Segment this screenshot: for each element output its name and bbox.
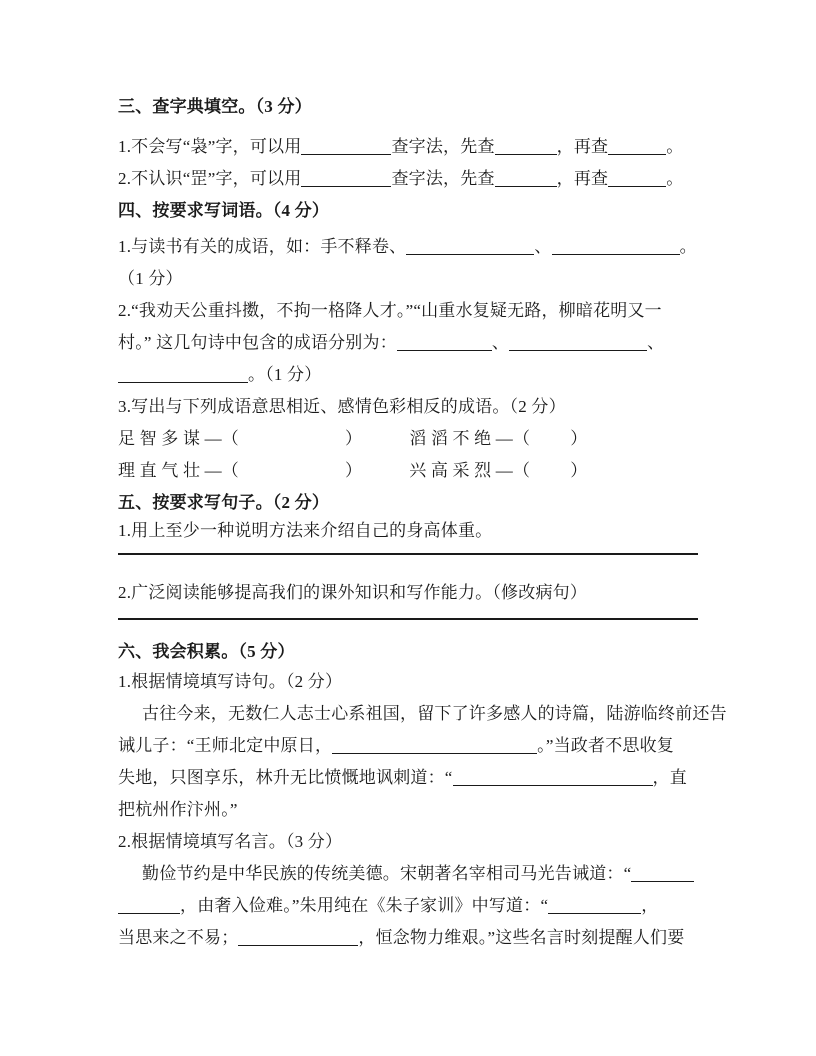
text-run: 2.广泛阅读能够提高我们的课外知识和写作能力。（修改病句） <box>118 583 588 602</box>
fill-in-blank <box>397 346 492 351</box>
exam-line <box>118 731 700 763</box>
exam-line <box>118 456 700 488</box>
text-run: 2.不认识“罡”字，可以用 <box>118 169 302 188</box>
text-run: ） <box>345 461 363 480</box>
exam-line <box>118 578 700 610</box>
spacing-gap <box>362 443 409 444</box>
text-run: （1 分） <box>118 269 183 288</box>
text-run: 查字法，先查 <box>391 137 495 156</box>
text-run: 村。” 这几句诗中包含的成语分别为： <box>118 333 397 352</box>
exam-line <box>118 328 700 360</box>
exam-line <box>118 296 700 328</box>
section-heading <box>118 92 700 132</box>
exam-line <box>118 164 700 196</box>
text-run: ） <box>345 429 363 448</box>
exam-line <box>118 795 700 827</box>
exam-line <box>118 360 700 392</box>
text-run: ） <box>570 461 588 480</box>
text-run: 1.不会写“袅”字，可以用 <box>118 137 302 156</box>
exam-line <box>118 667 700 699</box>
fill-in-blank <box>406 250 534 255</box>
text-run: 当思来之不易； <box>118 928 239 947</box>
text-run: 2.“我劝天公重抖擞，不拘一格降人才。”“山重水复疑无路，柳暗花明又一 <box>118 301 662 320</box>
text-run: ） <box>570 429 588 448</box>
text-run: 滔 滔 不 绝 —（ <box>409 429 531 448</box>
spacing-gap <box>530 443 570 444</box>
text-run: 古往今来，无数仁人志士心系祖国，留下了许多感人的诗篇，陆游临终前还告 <box>142 704 727 723</box>
text-run: 理 直 气 壮 —（ <box>118 461 239 480</box>
text-run: 、 <box>534 237 552 256</box>
exam-line <box>118 516 700 548</box>
text-run: 足 智 多 谋 —（ <box>118 429 239 448</box>
fill-in-blank <box>118 909 180 914</box>
exam-line <box>118 827 700 859</box>
fill-in-blank <box>608 150 666 155</box>
text-run: 三、查字典填空。（3 分） <box>118 97 312 116</box>
text-run: 。”当政者不思收复 <box>537 736 675 755</box>
exam-line <box>118 132 700 164</box>
text-run: ，再查 <box>556 137 609 156</box>
section-heading <box>118 488 700 516</box>
fill-in-blank <box>118 378 248 383</box>
text-run: 失地，只图享乐，林升无比愤慨地讽刺道：“ <box>118 768 453 787</box>
text-run: ，直 <box>652 768 687 787</box>
exam-line <box>118 392 700 424</box>
section-heading <box>118 637 700 667</box>
text-run: 1.根据情境填写诗句。（2 分） <box>118 672 343 691</box>
fill-in-blank <box>495 182 557 187</box>
answer-line <box>118 553 698 555</box>
fill-in-blank <box>548 909 641 914</box>
fill-in-blank <box>301 150 391 155</box>
section-heading <box>118 196 700 232</box>
fill-in-blank <box>332 749 537 754</box>
text-run: 。 <box>679 237 697 256</box>
text-run: ，由奢入俭难。”朱用纯在《朱子家训》中写道：“ <box>180 896 549 915</box>
text-run: 1.与读书有关的成语，如：手不释卷、 <box>118 237 407 256</box>
text-run: 兴 高 采 烈 —（ <box>409 461 531 480</box>
text-run: ，恒念物力维艰。”这些名言时刻提醒人们要 <box>358 928 685 947</box>
text-run: 1.用上至少一种说明方法来介绍自己的身高体重。 <box>118 521 493 540</box>
fill-in-blank <box>509 346 647 351</box>
text-run: 2.根据情境填写名言。（3 分） <box>118 832 343 851</box>
text-run: 。 <box>666 137 684 156</box>
answer-line <box>118 618 698 620</box>
exam-line <box>118 891 700 923</box>
text-run: 。（1 分） <box>248 365 322 384</box>
text-run: ，再查 <box>556 169 609 188</box>
exam-line <box>118 923 700 955</box>
fill-in-blank <box>495 150 557 155</box>
spacing-gap <box>239 475 345 476</box>
text-run: 3.写出与下列成语意思相近、感情色彩相反的成语。（2 分） <box>118 397 566 416</box>
text-run: 四、按要求写词语。（4 分） <box>118 201 330 220</box>
exam-line <box>118 424 700 456</box>
text-run: 诫儿子：“王师北定中原日， <box>118 736 333 755</box>
fill-in-blank <box>238 941 358 946</box>
spacing-gap <box>362 475 409 476</box>
text-run: 六、我会积累。（5 分） <box>118 642 295 661</box>
exam-line <box>118 699 727 731</box>
exam-line <box>118 859 700 891</box>
fill-in-blank <box>608 182 666 187</box>
spacing-gap <box>530 475 570 476</box>
fill-in-blank <box>301 182 391 187</box>
text-run: 、 <box>491 333 510 352</box>
text-run: ， <box>641 896 659 915</box>
exam-line <box>118 763 700 795</box>
text-run: 五、按要求写句子。（2 分） <box>118 493 330 512</box>
fill-in-blank <box>552 250 680 255</box>
spacing-gap <box>239 443 345 444</box>
text-run: 、 <box>647 333 665 352</box>
text-run: 查字法，先查 <box>391 169 495 188</box>
fill-in-blank <box>631 877 694 882</box>
exam-line <box>118 264 700 296</box>
exam-line <box>118 232 700 264</box>
text-run: 勤俭节约是中华民族的传统美德。宋朝著名宰相司马光告诫道：“ <box>142 864 632 883</box>
exam-content <box>118 92 727 955</box>
fill-in-blank <box>453 781 653 786</box>
text-run: 把杭州作汴州。” <box>118 800 238 819</box>
text-run: 。 <box>666 169 684 188</box>
